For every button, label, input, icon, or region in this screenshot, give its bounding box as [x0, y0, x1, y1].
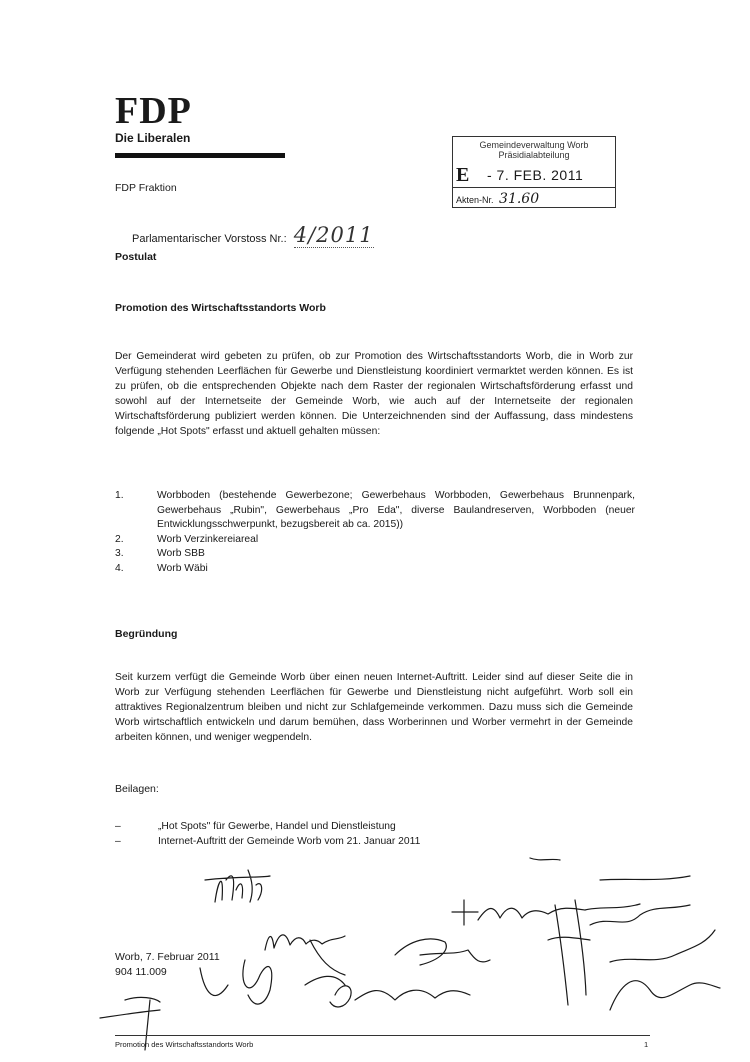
signature-10 [590, 905, 690, 925]
place-date: Worb, 7. Februar 2011 [115, 951, 220, 963]
vorstoss-label: Parlamentarischer Vorstoss Nr.: [132, 233, 287, 245]
paragraph-1: Der Gemeinderat wird gebeten zu prüfen, ob zur Promotion des Wirtschaftsstandorts Worb, die in Worb zur Verfügung stehenden Leerflächen für Gewerbe und Dienstleistung koordiniert vermarktet werden können. Es ist zu prüfen, ob die entsprechenden Objekte nach dem Raster der regionalen Wirtschaftsförderung erfasst und sowohl auf der Internetseite der Gemeinde Worb, wie auch auf der Internetseite der regionalen Wirtschaftsförderung publiziert werden können. Die Unterzeichnenden sind der Auffassung, dass mindestens folgende „Hot Spots" erfasst und aktuell gehalten müssen: [115, 351, 633, 438]
beilage-text: Internet-Auftritt der Gemeinde Worb vom 21. Januar 2011 [158, 835, 421, 847]
beilage-text: „Hot Spots" für Gewerbe, Handel und Dienstleistung [158, 821, 396, 832]
signature-7 [243, 960, 272, 1004]
fraktion-label: FDP Fraktion [115, 182, 177, 194]
stamp-file-label: Akten-Nr. [456, 195, 494, 205]
document-type: Postulat [115, 251, 157, 263]
beilagen-list [115, 820, 420, 849]
list-item [115, 562, 635, 577]
stamp-letter: E [456, 164, 470, 186]
list-item [115, 533, 635, 548]
list-item [115, 489, 635, 533]
footer-rule [115, 1035, 650, 1036]
signature-3 [452, 900, 640, 925]
reference-number: 904 11.009 [115, 966, 167, 978]
list-text: Worbboden (bestehende Gewerbezone; Gewerbehaus Worbboden, Gewerbehaus Brunnenpark, Gewerbehaus „Rubin", Gewerbehaus „Pro Eda", diverse Baulandreserven, Worbboden (neuer Entwicklungsschwerpunkt, bezugsbereit ab ca. 2015)) [157, 490, 635, 531]
stamp-department: Präsidialabteilung [498, 150, 570, 160]
vorstoss-number: 4/2011 [293, 223, 374, 247]
beilagen-label: Beilagen: [115, 783, 159, 795]
stamp-divider [453, 187, 615, 188]
signature-1 [205, 870, 270, 902]
signature-9 [548, 900, 590, 1005]
list-number: 1. [115, 490, 124, 501]
signature-2 [265, 935, 345, 950]
page-number: 1 [644, 1040, 649, 1049]
signature-6 [305, 940, 345, 985]
place-date-block [115, 950, 220, 980]
list-item: – „Hot Spots" für Gewerbe, Handel und Dienstleistung [115, 820, 420, 835]
stamp-header [453, 140, 615, 160]
vorstoss-line [132, 223, 374, 247]
stamp-office: Gemeindeverwaltung Worb [479, 140, 589, 150]
begruendung-text: Seit kurzem verfügt die Gemeinde Worb über einen neuen Internet-Auftritt. Leider sind auf dieser Seite die in Worb zur Verfügung stehenden Leerflächen für Gewerbe und Dienstleistung nicht aufgeführt. Worb soll ein attraktives Regionalzentrum bleiben und nicht zur Schlafgemeinde verkommen. Dazu muss sich die Gemeinde Worb wirtschaftlich entwickeln und darum bemühen, dass Worberinnen und Worber vermehrt in der Gemeinde arbeiten können, und weniger wegpendeln. [115, 672, 633, 744]
signature-12 [610, 981, 720, 1010]
list-text: Worb Wäbi [157, 562, 208, 574]
signature-4 [395, 939, 490, 965]
list-item [115, 547, 635, 562]
list-number: 2. [115, 533, 124, 545]
stamp-file-number: 31.60 [499, 191, 540, 207]
fdp-logo: FDP [115, 90, 192, 132]
stamp-file [456, 191, 539, 207]
list-number: 4. [115, 562, 124, 574]
signature-5 [330, 986, 470, 1007]
signature-14 [530, 858, 690, 880]
list-number: 3. [115, 548, 124, 560]
stamp-date: - 7. FEB. 2011 [487, 167, 584, 183]
list-text: Worb SBB [157, 548, 205, 560]
footer-text: Promotion des Wirtschaftsstandorts Worb [115, 1040, 254, 1049]
logo-bar [115, 153, 285, 158]
list-text: Worb Verzinkereiareal [157, 533, 259, 545]
list-item: – Internet-Auftritt der Gemeinde Worb vom 21. Januar 2011 [115, 835, 420, 850]
begruendung-heading: Begründung [115, 628, 178, 640]
fdp-logo-subtitle: Die Liberalen [115, 131, 191, 145]
document-title: Promotion des Wirtschaftsstandorts Worb [115, 302, 326, 314]
received-stamp [452, 136, 616, 208]
signature-11 [610, 930, 715, 962]
hot-spots-list [115, 489, 635, 577]
